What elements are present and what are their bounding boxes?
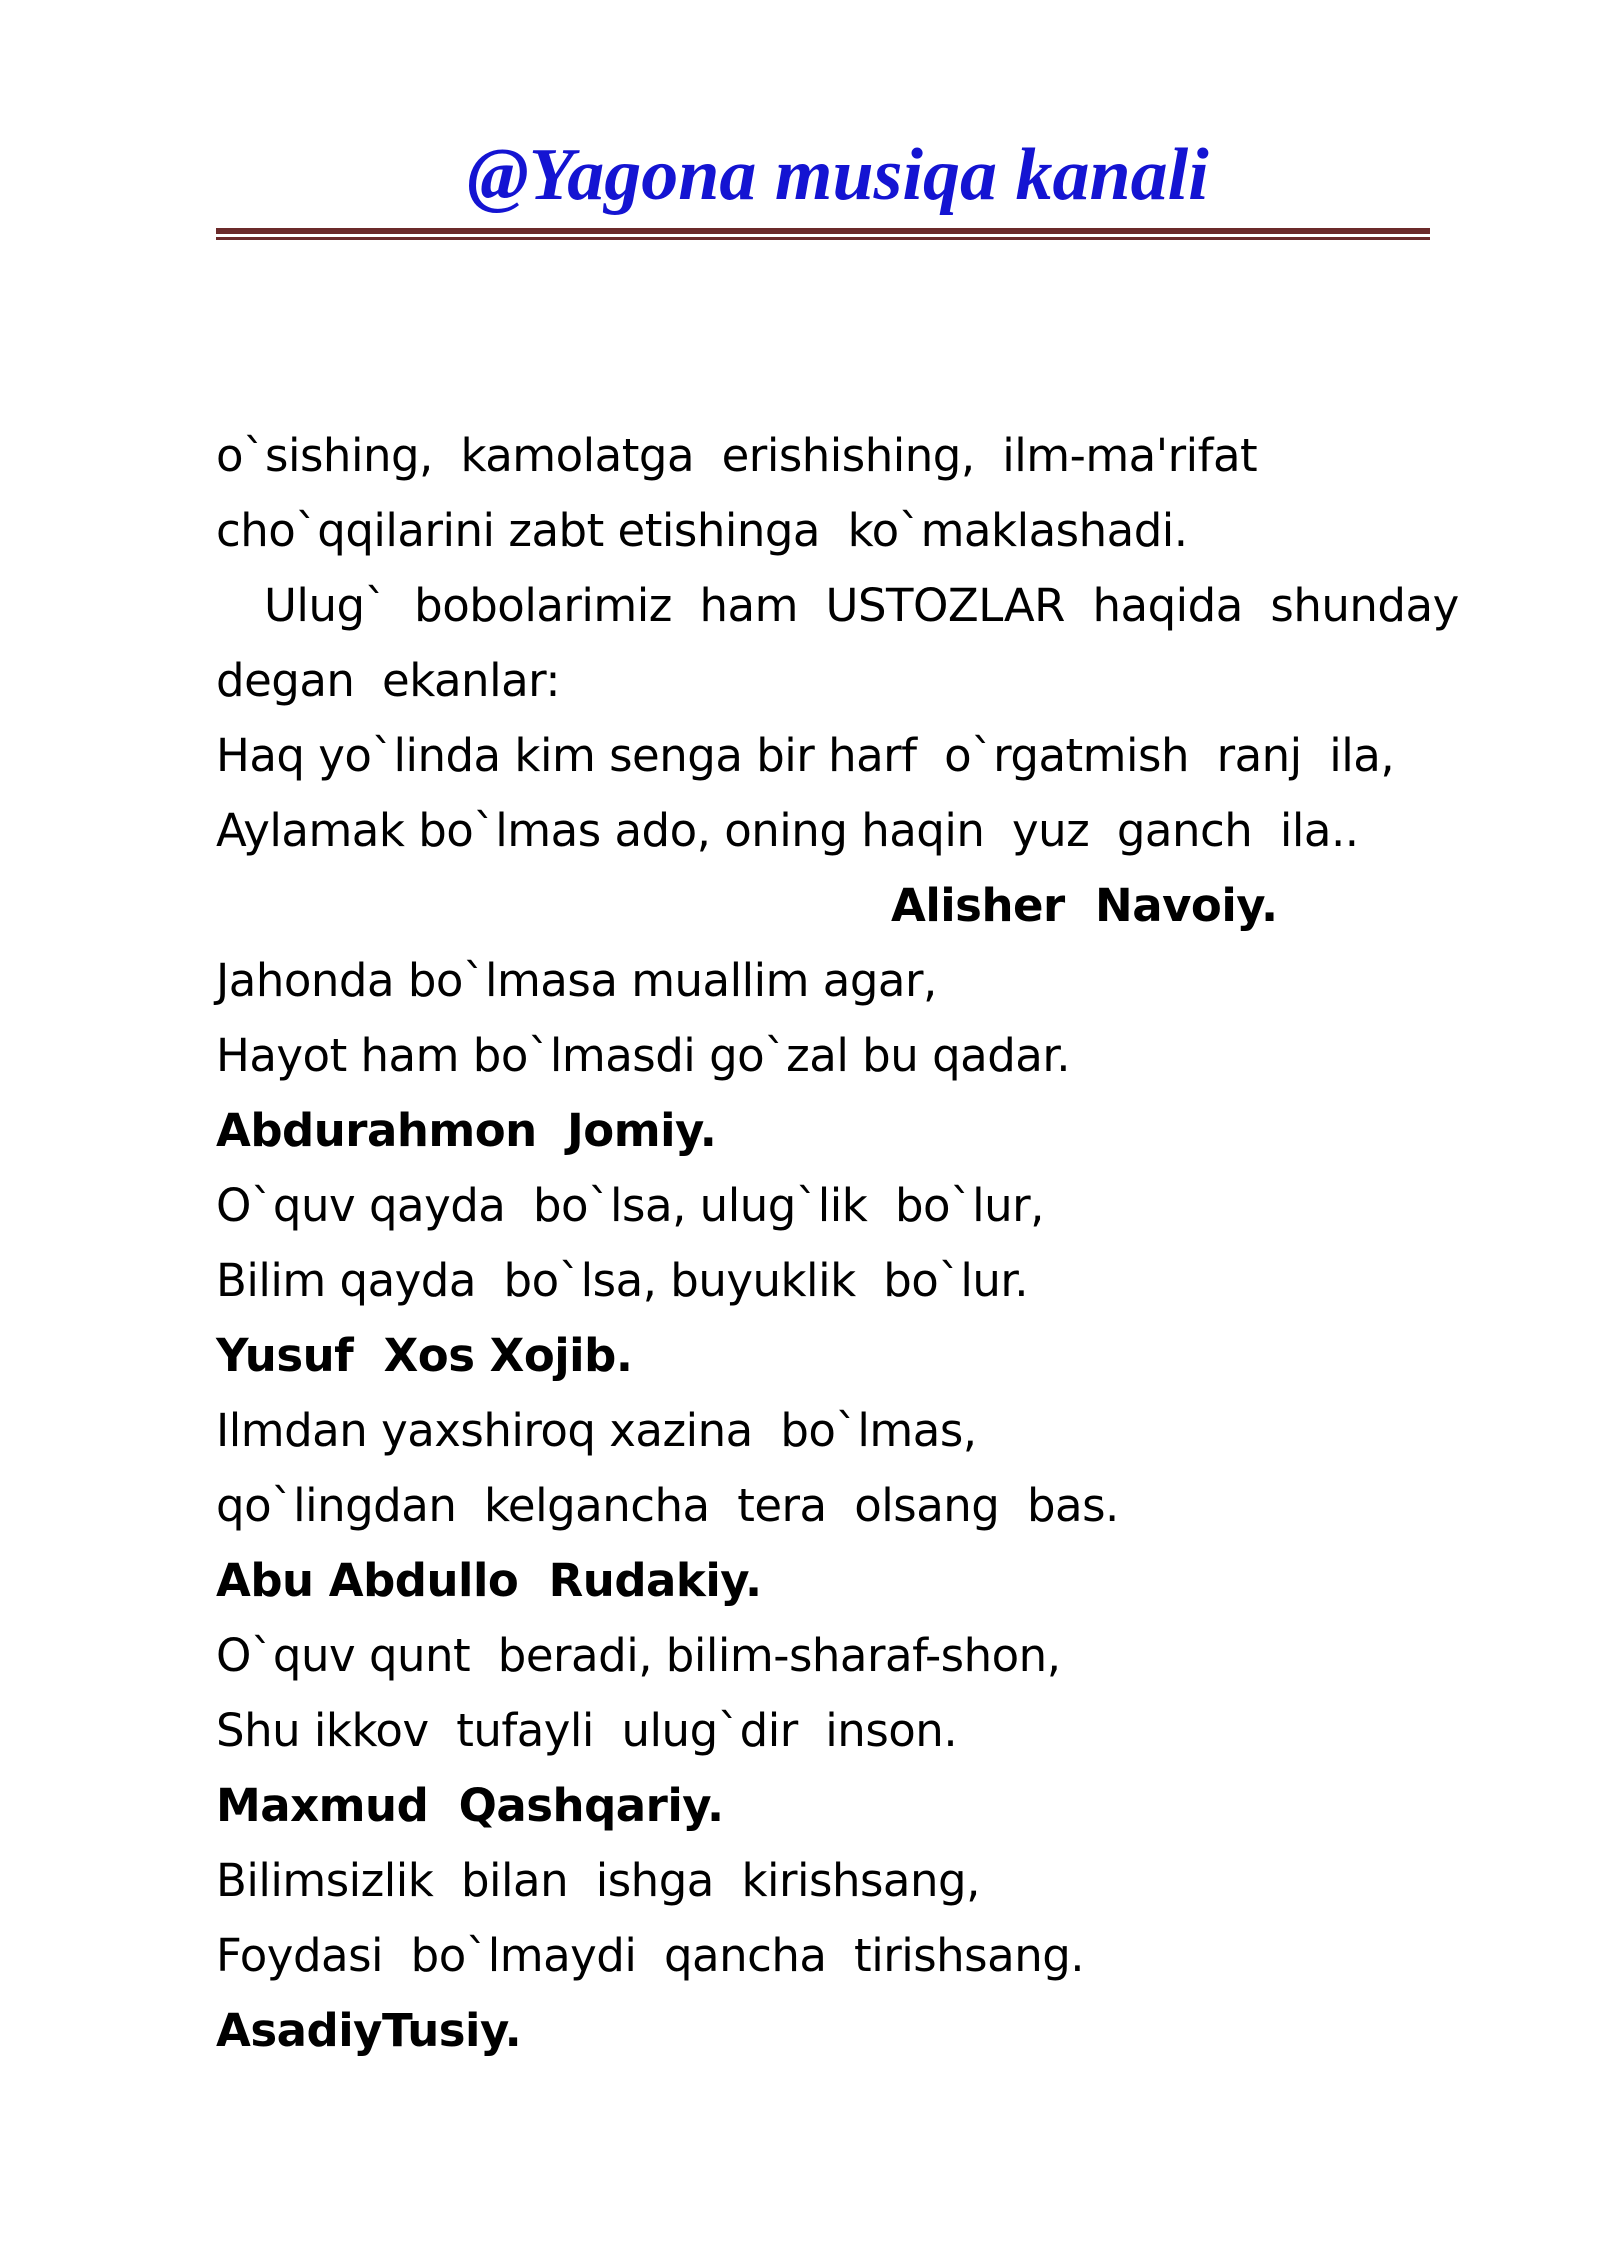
text-line: Ulug` bobolarimiz ham USTOZLAR haqida shunday: [264, 579, 1459, 632]
author-name: Abdurahmon Jomiy.: [216, 1104, 717, 1157]
text-line: o`sishing, kamolatga erishishing, ilm-ma'rifat: [216, 429, 1258, 482]
verse-line: Hayot ham bo`lmasdi go`zal bu qadar.: [216, 1029, 1071, 1082]
author-name: Alisher Navoiy.: [891, 879, 1278, 932]
document-body: [216, 418, 1459, 2068]
channel-title: @Yagona musiqa kanali: [467, 134, 1209, 216]
verse-line: O`quv qayda bo`lsa, ulug`lik bo`lur,: [216, 1179, 1044, 1232]
verse-line: O`quv qunt beradi, bilim-sharaf-shon,: [216, 1629, 1061, 1682]
verse-line: Jahonda bo`lmasa muallim agar,: [216, 954, 937, 1007]
text-line: degan ekanlar:: [216, 654, 561, 707]
verse-line: Shu ikkov tufayli ulug`dir inson.: [216, 1704, 958, 1757]
author-name: Abu Abdullo Rudakiy.: [216, 1554, 762, 1607]
author-name: AsadiyTusiy.: [216, 2004, 522, 2057]
header-divider: [216, 228, 1430, 240]
verse-line: Aylamak bo`lmas ado, oning haqin yuz ganch ila..: [216, 804, 1359, 857]
verse-line: Foydasi bo`lmaydi qancha tirishsang.: [216, 1929, 1085, 1982]
verse-line: Bilim qayda bo`lsa, buyuklik bo`lur.: [216, 1254, 1029, 1307]
verse-line: qo`lingdan kelgancha tera olsang bas.: [216, 1479, 1119, 1532]
verse-line: Haq yo`linda kim senga bir harf o`rgatmish ranj ila,: [216, 729, 1395, 782]
author-name: Maxmud Qashqariy.: [216, 1779, 724, 1832]
text-line: cho`qqilarini zabt etishinga ko`maklashadi.: [216, 504, 1188, 557]
page-header: [216, 130, 1430, 240]
verse-line: Bilimsizlik bilan ishga kirishsang,: [216, 1854, 980, 1907]
author-name: Yusuf Xos Xojib.: [216, 1329, 633, 1382]
verse-line: Ilmdan yaxshiroq xazina bo`lmas,: [216, 1404, 977, 1457]
